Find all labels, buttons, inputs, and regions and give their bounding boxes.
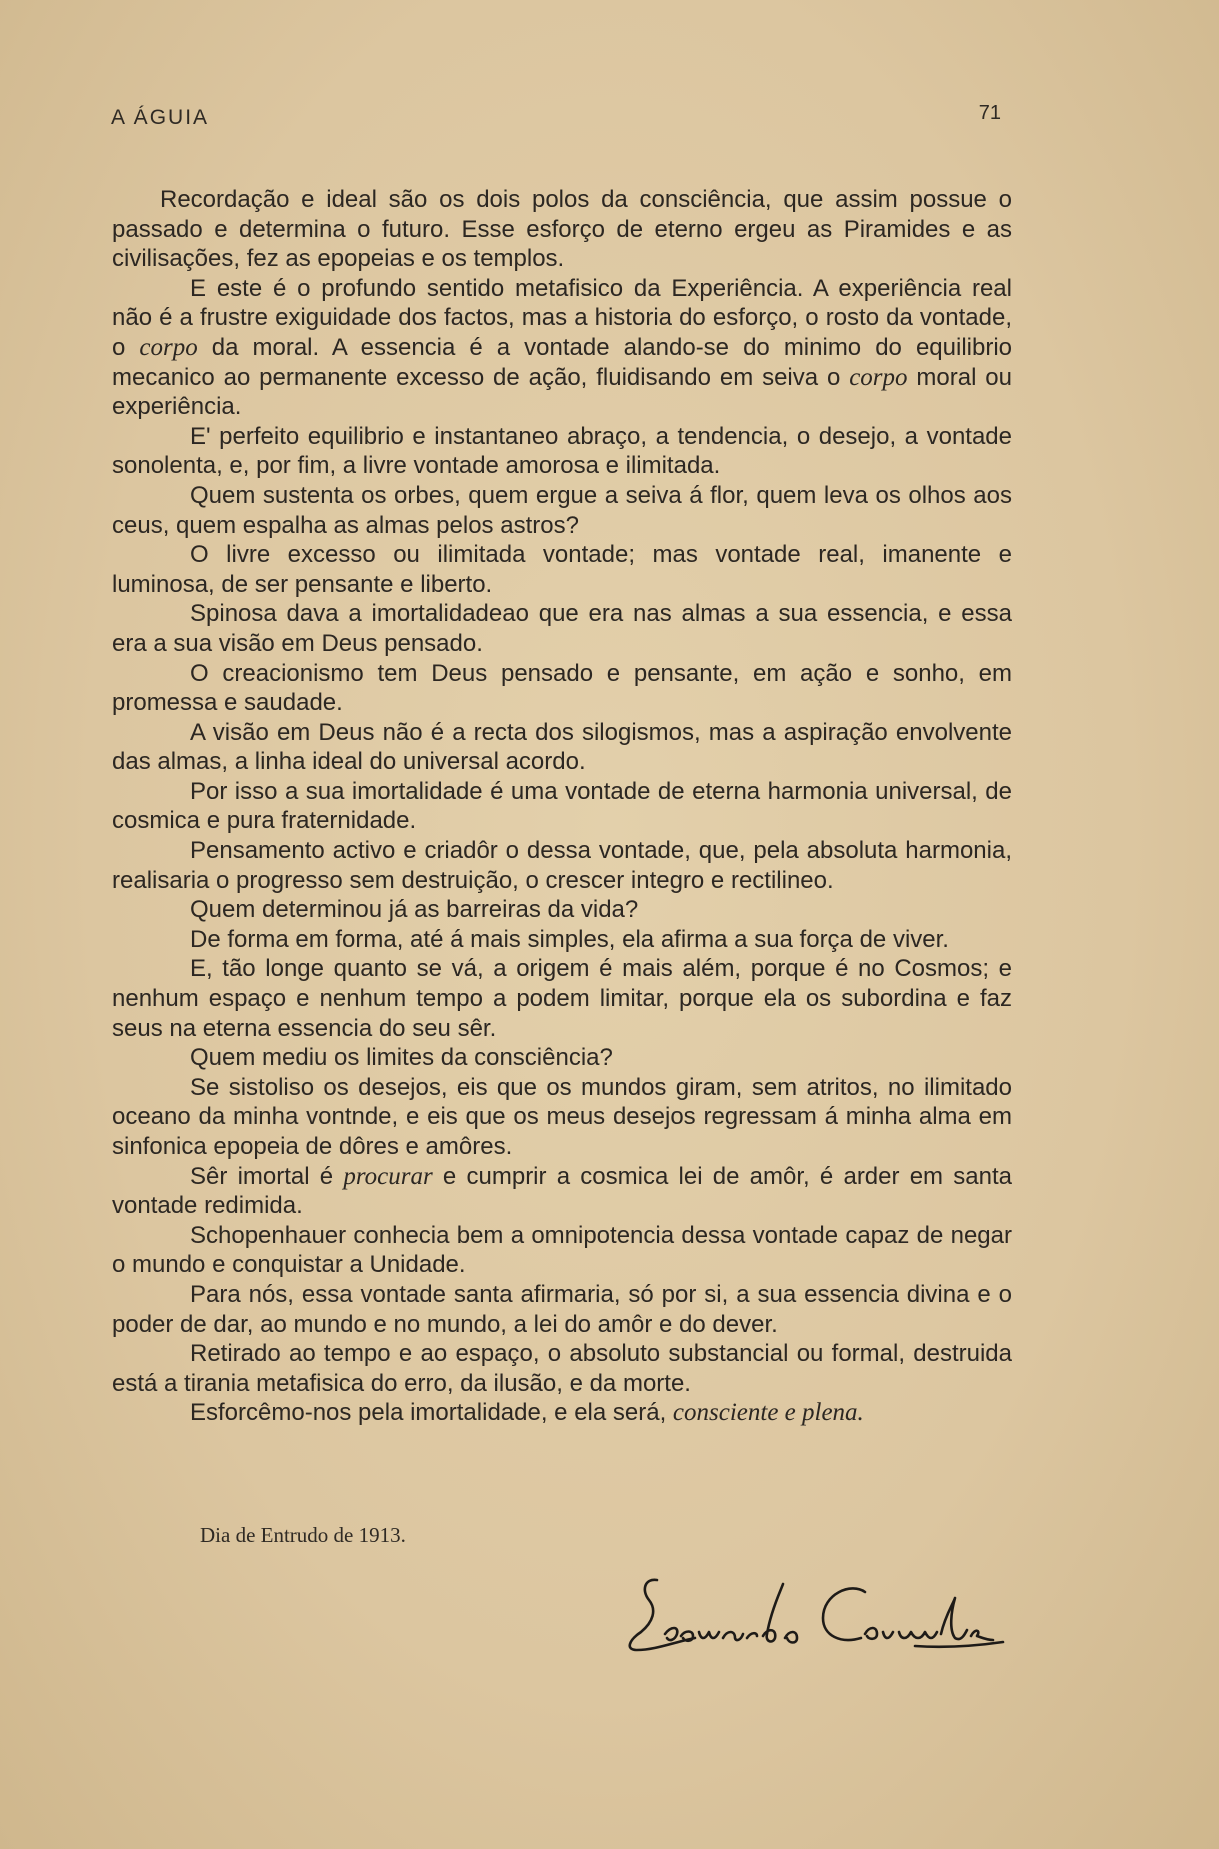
paragraph — [112, 1162, 1012, 1221]
text-run: Pensamento activo e criadôr o dessa vontade, que, pela absoluta harmonia, realisaria o progresso sem destruição, o crescer integro e rectilineo. — [112, 837, 1012, 894]
journal-title: A ÁGUIA — [111, 106, 210, 129]
paragraph — [112, 185, 1012, 274]
text-run: O creacionismo tem Deus pensado e pensante, em ação e sonho, em promessa e saudade. — [112, 659, 1012, 717]
paragraph — [112, 1398, 1012, 1428]
page-number: 71 — [978, 102, 1001, 124]
paragraph — [112, 954, 1012, 1043]
text-run: E' perfeito equilibrio e instantaneo abraço, a tendencia, o desejo, a vontade sonolenta, e, por fim, a livre vontade amorosa e ilimitada. — [112, 422, 1012, 480]
text-run: Quem determinou já as barreiras da vida? — [190, 896, 639, 924]
paragraph — [112, 1221, 1012, 1280]
paragraph — [112, 599, 1012, 658]
paragraph — [112, 1280, 1012, 1339]
paragraph — [112, 540, 1012, 599]
text-run: Schopenhauer conhecia bem a omnipotencia dessa vontade capaz de negar o mundo e conquistar a Unidade. — [112, 1221, 1012, 1279]
paragraph — [112, 718, 1012, 777]
paragraph — [112, 895, 1012, 925]
running-header — [111, 102, 1001, 130]
paragraph — [112, 274, 1012, 422]
text-run: A visão em Deus não é a recta dos silogismos, mas a aspiração envolvente das almas, a linha ideal do universal acordo. — [112, 718, 1012, 776]
paragraph — [112, 1339, 1012, 1398]
text-run: Retirado ao tempo e ao espaço, o absoluto substancial ou formal, destruida está a tirania metafisica do erro, da ilusão, e da morte. — [112, 1340, 1012, 1397]
article-body — [112, 185, 1012, 1428]
text-run: E, tão longe quanto se vá, a origem é mais além, porque é no Cosmos; e nenhum espaço e nenhum tempo a podem limitar, porque ela os subordina e faz seus na eterna essencia do seu sêr. — [112, 955, 1012, 1042]
text-run: Por isso a sua imortalidade é uma vontade de eterna harmonia universal, de cosmica e pura fraternidade. — [112, 777, 1012, 835]
text-run: e cumprir a cosmica lei de amôr, é arder em santa vontade redimida. — [112, 1162, 1012, 1220]
paragraph — [112, 659, 1012, 718]
paragraph — [112, 836, 1012, 895]
text-run: da moral. A essencia é a vontade alando-se do minimo do equilibrio mecanico ao permanente excesso de ação, fluidisando em seiva o — [112, 333, 1012, 391]
paragraph — [112, 777, 1012, 836]
text-run: Quem sustenta os orbes, quem ergue a seiva á flor, quem leva os olhos aos ceus, quem espalha as almas pelos astros? — [112, 481, 1012, 539]
text-run: De forma em forma, até á mais simples, ela afirma a sua força de viver. — [190, 925, 949, 953]
paragraph — [112, 1073, 1012, 1162]
paragraph — [112, 481, 1012, 540]
text-run: Quem mediu os limites da consciência? — [190, 1044, 613, 1072]
text-run: E este é o profundo sentido metafisico da Experiência. A experiência real não é a frustre exiguidade dos factos, mas a historia do esforço, o rosto da vontade, o — [112, 274, 1012, 361]
italic-text: procurar — [343, 1162, 433, 1190]
text-run: moral ou experiência. — [112, 363, 1012, 421]
paragraph — [112, 925, 1012, 955]
handwritten-signature — [615, 1560, 1015, 1660]
text-run: Spinosa dava a imortalidadeao que era nas almas a sua essencia, e essa era a sua visão em Deus pensado. — [112, 600, 1012, 657]
text-run: Esforcêmo-nos pela imortalidade, e ela será, — [190, 1399, 673, 1427]
italic-text: consciente e plena. — [672, 1399, 864, 1427]
text-run: Recordação e ideal são os dois polos da consciência, que assim possue o passado e determina o futuro. Esse esforço de eterno ergeu as Piramides e as civilisações, fez as epopeias e os templos. — [112, 186, 1012, 273]
italic-text: corpo — [139, 333, 198, 361]
text-run: Sêr imortal é — [190, 1162, 344, 1190]
italic-text: corpo — [849, 363, 908, 391]
paragraph — [112, 422, 1012, 481]
text-run: O livre excesso ou ilimitada vontade; mas vontade real, imanente e luminosa, de ser pensante e liberto. — [112, 541, 1012, 598]
dateline: Dia de Entrudo de 1913. — [200, 1523, 406, 1547]
text-run: Se sistoliso os desejos, eis que os mundos giram, sem atritos, no ilimitado oceano da minha vontnde, e eis que os meus desejos regressam á minha alma em sinfonica epopeia de dôres e amôres. — [112, 1073, 1012, 1160]
paragraph — [112, 1043, 1012, 1073]
text-run: Para nós, essa vontade santa afirmaria, só por si, a sua essencia divina e o poder de dar, ao mundo e no mundo, a lei do amôr e do dever. — [112, 1280, 1012, 1338]
